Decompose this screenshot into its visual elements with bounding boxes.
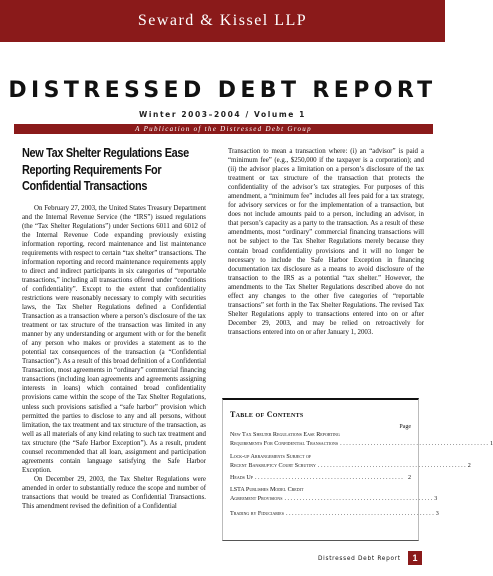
article-title-line: Reporting Requirements For [22,161,162,177]
toc-page-label: Page [399,424,411,430]
toc-entry-title-line: Heads Up [230,475,253,481]
toc-entry[interactable] [230,486,438,503]
toc-entry-title-line: New Tax Shelter Regulations Ease Reporting [230,432,340,438]
toc-entry[interactable] [230,431,493,448]
article-title-line: New Tax Shelter Regulations Ease [22,145,189,160]
toc-entry-page: 3 [434,495,438,502]
toc-entry[interactable] [230,453,471,470]
report-title: DISTRESSED DEBT REPORT [8,78,437,103]
firm-name: Seward & Kissel LLP [137,12,308,29]
toc-leader-dots: . . . . . . . . . . . . . . . . . . . . . . . . . . . . . . . . . . . . . . . . . . . . . . . . . [285,511,434,517]
article-title [22,145,206,195]
toc-entry-title-line: Requirements For Confidential Transactions [230,440,339,447]
page-number: 1 [408,551,422,565]
article-paragraph: Transaction to mean a transaction where: (i) an “advisor” is paid a “minimum fee” (e.g., $250,000 if the taxpayer is a corporation); and (ii) the advisor places a limitation on a person’s disclosure of the tax treatment or tax structure of the transaction that protects the confidentiality of the advisor’s tax strategies. For purposes of this amendment, a “minimum fee” includes all fees paid for a tax strategy, for advisory services or for the implementation of a transaction, but does not include amounts paid to a person, including an advisor, in that person’s capacity as a party to the transaction. As a result of these amendments, most “ordinary” commercial financing transactions will not be subject to the Tax Shelter Regulations merely because they contain broad confidentiality provisions and it will no longer be necessary to include the Safe Harbor Exception in financing documentation tax disclosure as a means to avoid disclosure of the transaction to the IRS as a potential “tax shelter.” However, the amendments to the Tax Shelter Regulations described above do not effect any changes to the other five categories of “reportable transactions” set forth in the Tax Shelter Regulations. The revised Tax Shelter Regulations apply to transactions entered into on or after December 29, 2003, and may be relied on retroactively for transactions entered into on or after January 1, 2003. [228,148,424,336]
toc-entry-title-line: Recent Bankruptcy Court Scrutiny [230,462,316,469]
issue-line: Winter 2003–2004 / Volume 1 [138,110,306,119]
toc-entry-title-line: Trading by Fiduciaries [230,511,284,517]
toc-leader-dots: . . . . . . . . . . . . . . . . . . . . . . . . . . . . . . . . . . . . . . . . . . . . . . . . . [284,495,433,502]
article-paragraph: On December 29, 2003, the Tax Shelter Regulations were amended in order to substantially reduce the scope and number of transactions that would be treated as Confidential Transactions. This amendment revised the definition of a Confidential [22,475,206,511]
toc-entry-page: 2 [407,475,411,481]
article-title-line: Confidential Transactions [22,178,148,193]
article-paragraph: On February 27, 2003, the United States Treasury Department and the Internal Revenue Service (the “IRS”) issued regulations (the “Tax Shelter Regulations”) under Sections 6011 and 6012 of the Internal Revenue Code expanding previously existing information reporting, record maintenance and list maintenance requirements with respect to certain “tax shelter” transactions. The information reporting and record maintenance requirements apply to direct and indirect participants in six categories of “reportable transactions,” including all transactions offered under “conditions of confidentiality”. Except to the extent that confidentiality restrictions were reasonably necessary to comply with securities laws, the Tax Shelter Regulations defined a Confidential Transaction as a transaction where a person’s disclosure of the tax treatment or tax structure of the transaction was limited in any manner by any understanding or argument with or for the benefit of any person who makes or provides a statement as to the potential tax consequences of the transaction (a “Confidential Transaction”). As a result of this broad definition of a Confidential Transaction, most agreements in “ordinary” commercial financing transactions (including loan agreements and agreements assigning interests in loans) which contained broad confidentiality provisions came within the scope of the Tax Shelter Regulations, unless such provisions satisfied a “safe harbor” provision which permitted the parties to disclose to any and all persons, without limitation, the tax treatment and tax structure of the transaction, as well as all materials of any kind relating to such tax treatment and tax structure (the “Safe Harbor Exception”). As a result, prudent counsel recommended that all loan, assignment and participation agreements contain language satisfying the Safe Harbor Exception. [22,204,206,474]
toc-heading: Table of Contents [230,410,304,419]
publication-bar [14,124,433,134]
toc-leader-dots: . . . . . . . . . . . . . . . . . . . . . . . . . . . . . . . . . . . . . . . . . . . . . . . . . [340,440,488,447]
toc-entry-title-line: Lock-up Arrangements Subject of [230,454,312,460]
toc-leader-dots: . . . . . . . . . . . . . . . . . . . . . . . . . . . . . . . . . . . . . . . . . . . . . . . . . [317,462,466,469]
right-column [228,147,424,337]
toc-entry-page: 2 [467,462,471,469]
footer-label: Distressed Debt Report [318,556,401,562]
publication-label: A Publication of the Distressed Debt Group [135,125,312,133]
toc-entry-page: 1 [489,440,493,447]
toc-leader-dots: . . . . . . . . . . . . . . . . . . . . . . . . . . . . . . . . . . . . . . . . . . . . . . . . . [255,475,403,481]
toc-entry-title-line: Agreement Provisions [230,495,283,502]
left-column [22,145,206,511]
firm-header-bar [0,0,445,42]
table-of-contents [222,398,493,541]
toc-entry[interactable] [230,474,411,483]
toc-entry-page: 3 [435,511,439,517]
toc-entry[interactable] [230,510,439,519]
toc-entry-title-line: LSTA Publishes Model Credit [230,487,304,493]
